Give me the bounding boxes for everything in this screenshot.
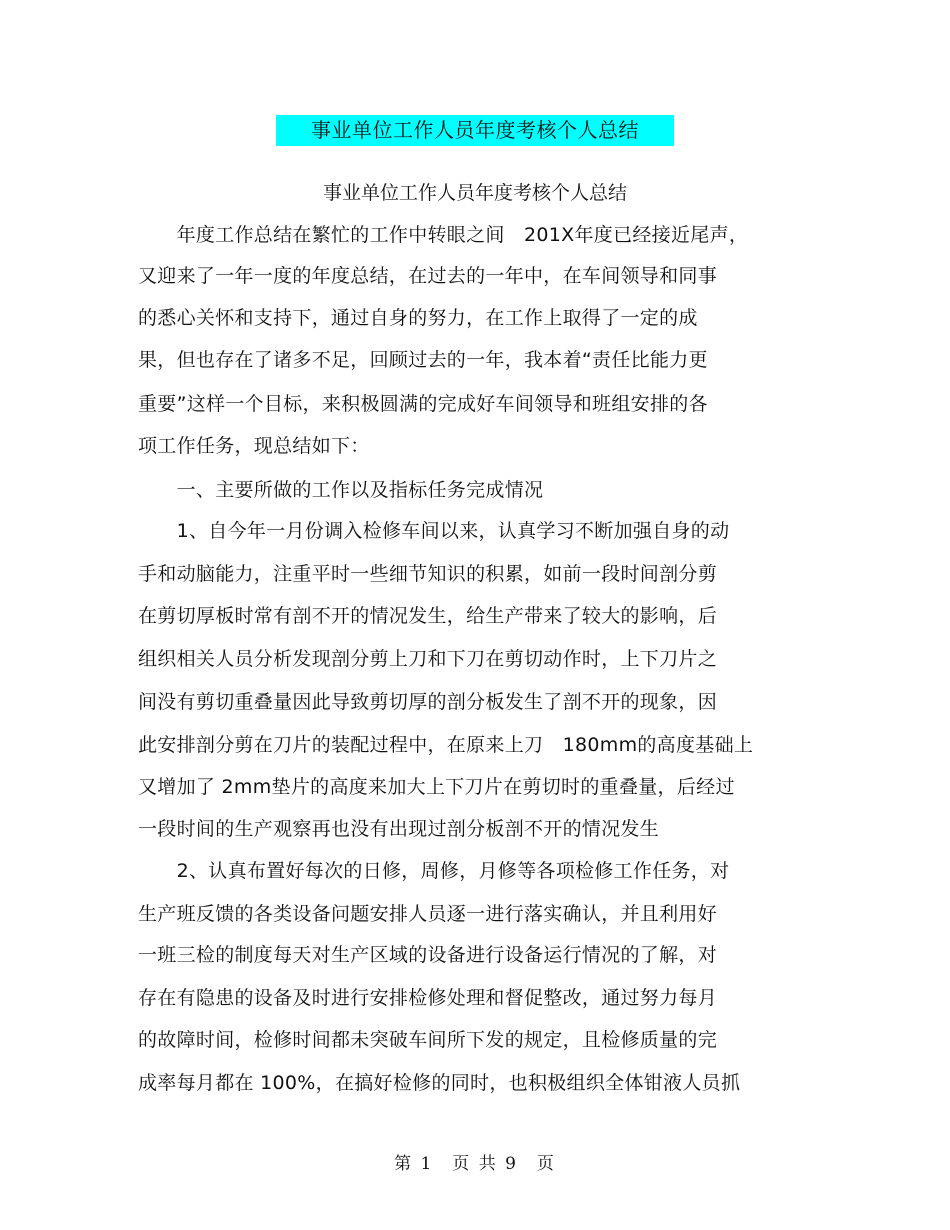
body-line: 间没有剪切重叠量因此导致剪切厚的剖分板发生了剖不开的现象，因: [138, 691, 718, 713]
body-line: 项工作任务，现总结如下：: [138, 435, 370, 457]
body-line: 重要”这样一个目标，来积极圆满的完成好车间领导和班组安排的各: [138, 393, 708, 415]
body-line: 1、自今年一月份调入检修车间以来，认真学习不断加强自身的动: [138, 520, 730, 542]
title-highlight: 事业单位工作人员年度考核个人总结: [276, 115, 674, 146]
page-number-footer: 第 1 页 共 9 页: [394, 1154, 556, 1174]
document-title: [276, 115, 674, 146]
body-line: 成率每月都在 100%，在搞好检修的同时，也积极组织全体钳液人员抓: [138, 1072, 741, 1094]
section-heading: 一、主要所做的工作以及指标任务完成情况: [138, 479, 544, 501]
body-line: 又迎来了一年一度的年度总结，在过去的一年中，在车间领导和同事: [138, 265, 718, 287]
body-line: 一段时间的生产观察再也没有出现过剖分板剖不开的情况发生: [138, 818, 660, 840]
body-line: 组织相关人员分析发现剖分剪上刀和下刀在剪切动作时，上下刀片之: [138, 648, 718, 670]
body-line: 又增加了 2mm垫片的高度来加大上下刀片在剪切时的重叠量，后经过: [138, 776, 735, 798]
body-line: 年度工作总结在繁忙的工作中转眼之间 201X年度已经接近尾声，: [138, 224, 749, 246]
body-line: 的悉心关怀和支持下，通过自身的努力，在工作上取得了一定的成: [138, 307, 698, 329]
body-line: 存在有隐患的设备及时进行安排检修处理和督促整改，通过努力每月: [138, 987, 718, 1009]
body-line: 的故障时间，检修时间都未突破车间所下发的规定，且检修质量的完: [138, 1029, 718, 1051]
document-subtitle: 事业单位工作人员年度考核个人总结: [322, 182, 627, 204]
body-line: 生产班反馈的各类设备问题安排人员逐一进行落实确认，并且利用好: [138, 903, 718, 925]
body-line: 2、认真布置好每次的日修，周修，月修等各项检修工作任务，对: [138, 860, 730, 882]
body-line: 果，但也存在了诸多不足，回顾过去的一年，我本着“责任比能力更: [138, 349, 708, 371]
body-line: 一班三检的制度每天对生产区域的设备进行设备运行情况的了解，对: [138, 944, 718, 966]
body-line: 此安排剖分剪在刀片的装配过程中，在原来上刀 180mm的高度基础上: [138, 734, 754, 756]
body-line: 手和动脑能力，注重平时一些细节知识的积累，如前一段时间剖分剪: [138, 563, 718, 585]
body-line: 在剪切厚板时常有剖不开的情况发生，给生产带来了较大的影响，后: [138, 605, 718, 627]
